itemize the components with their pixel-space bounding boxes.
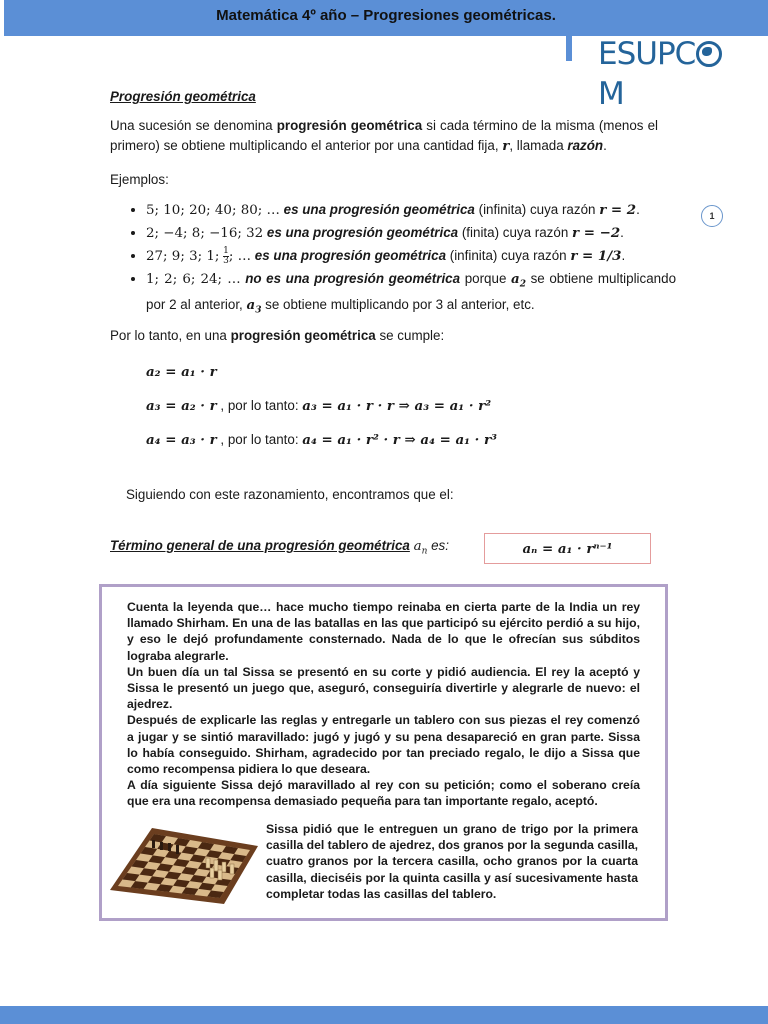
section-title: Progresión geométrica xyxy=(110,89,256,104)
header-bar xyxy=(4,0,768,36)
examples-list xyxy=(128,200,676,322)
fraction: $\frac{1}{3}$ xyxy=(223,245,229,266)
legend-paragraph: Cuenta la leyenda que… hace mucho tiempo reinaba en cierta parte de la India un rey llamado Shirham. En una de las batallas en las que participó su ejército perdió a su hijo, y eso le dejó profundamente consternado. Nada de lo que le ofrecían sus súbditos lograba alegrarle. xyxy=(127,600,640,663)
equation-a4: a₄ = a₃ · r , por lo tanto: a₄ = a₁ · r² · r ⇒ a₄ = a₁ · r³ xyxy=(146,432,497,448)
equation-a2: a₂ = a₁ · r xyxy=(146,364,217,380)
general-term-formula: aₙ = a₁ · rⁿ⁻¹ xyxy=(484,533,651,564)
page-number: 1 xyxy=(701,205,723,227)
list-item: • 2; −4; 8; −16; 32 es una progresión geométrica (finita) cuya razón r = −2. xyxy=(146,223,676,244)
therefore-line: Por lo tanto, en una progresión geométrica se cumple: xyxy=(110,328,445,343)
legend-conclusion: Sissa pidió que le entreguen un grano de trigo por la primera casilla del tablero de ajedrez, dos granos por la segunda casilla, cuatro granos por la tercera casilla, ocho granos por la cuarta casilla, dieciséis por la quinta casilla y así sucesivamente hasta completar todas las casillas del tablero. xyxy=(266,822,638,901)
legend-text xyxy=(127,599,640,810)
footer-bar xyxy=(0,1006,768,1024)
intro-paragraph: Una sucesión se denomina progresión geométrica si cada término de la misma (menos el primero) se obtiene multiplicando el anterior por una cantidad fija, r, llamada razón. xyxy=(110,118,658,154)
list-item: • 5; 10; 20; 40; 80; … es una progresión geométrica (infinita) cuya razón r = 2. xyxy=(146,200,676,221)
general-term-title: Término general de una progresión geométrica $a_n$ es: xyxy=(110,538,449,557)
list-item: • 27; 9; 3; 1; $\frac{1}{3}$ ; … es una progresión geométrica (infinita) cuya razón r = 1/3. xyxy=(146,246,676,267)
globe-icon xyxy=(696,41,722,67)
chessboard-image xyxy=(108,820,260,906)
examples-label: Ejemplos: xyxy=(110,172,169,187)
equation-a3: a₃ = a₂ · r , por lo tanto: a₃ = a₁ · r · r ⇒ a₃ = a₁ · r² xyxy=(146,398,492,414)
legend-paragraph: A día siguiente Sissa dejó maravillado al rey con su petición; como el soberano creía que era una recompensa demasiado pequeña para tan importante regalo, aceptó. xyxy=(127,778,640,809)
legend-paragraph: Un buen día un tal Sissa se presentó en su corte y pidió audiencia. El rey la aceptó y Sissa le presentó un juego que, aseguró, conseguiría divertirle y alegrarle de nuevo: el ajedrez. xyxy=(127,664,640,712)
esupcom-logo: ESUPCM xyxy=(598,34,748,74)
legend-paragraph: Después de explicarle las reglas y entregarle un tablero con sus piezas el rey comenzó a jugar y se sintió maravillado: jugó y jugó y su pena desapareció en gran parte. Sissa lo había conseguido. Shirham, agradecido por tan preciado regalo, le dijo a Sissa que como recompensa pidiera lo que deseara. xyxy=(127,713,640,777)
header-accent xyxy=(566,36,572,61)
list-item: • 1; 2; 6; 24; … no es una progresión geométrica porque $a_2$ se obtiene multiplicando por 2 al anterior, $a_3$ se obtiene multiplicando por 3 al anterior, etc. xyxy=(146,269,676,320)
document-title: Matemática 4º año – Progresiones geométricas. xyxy=(216,7,556,24)
reasoning-text: Siguiendo con este razonamiento, encontramos que el: xyxy=(126,487,454,502)
